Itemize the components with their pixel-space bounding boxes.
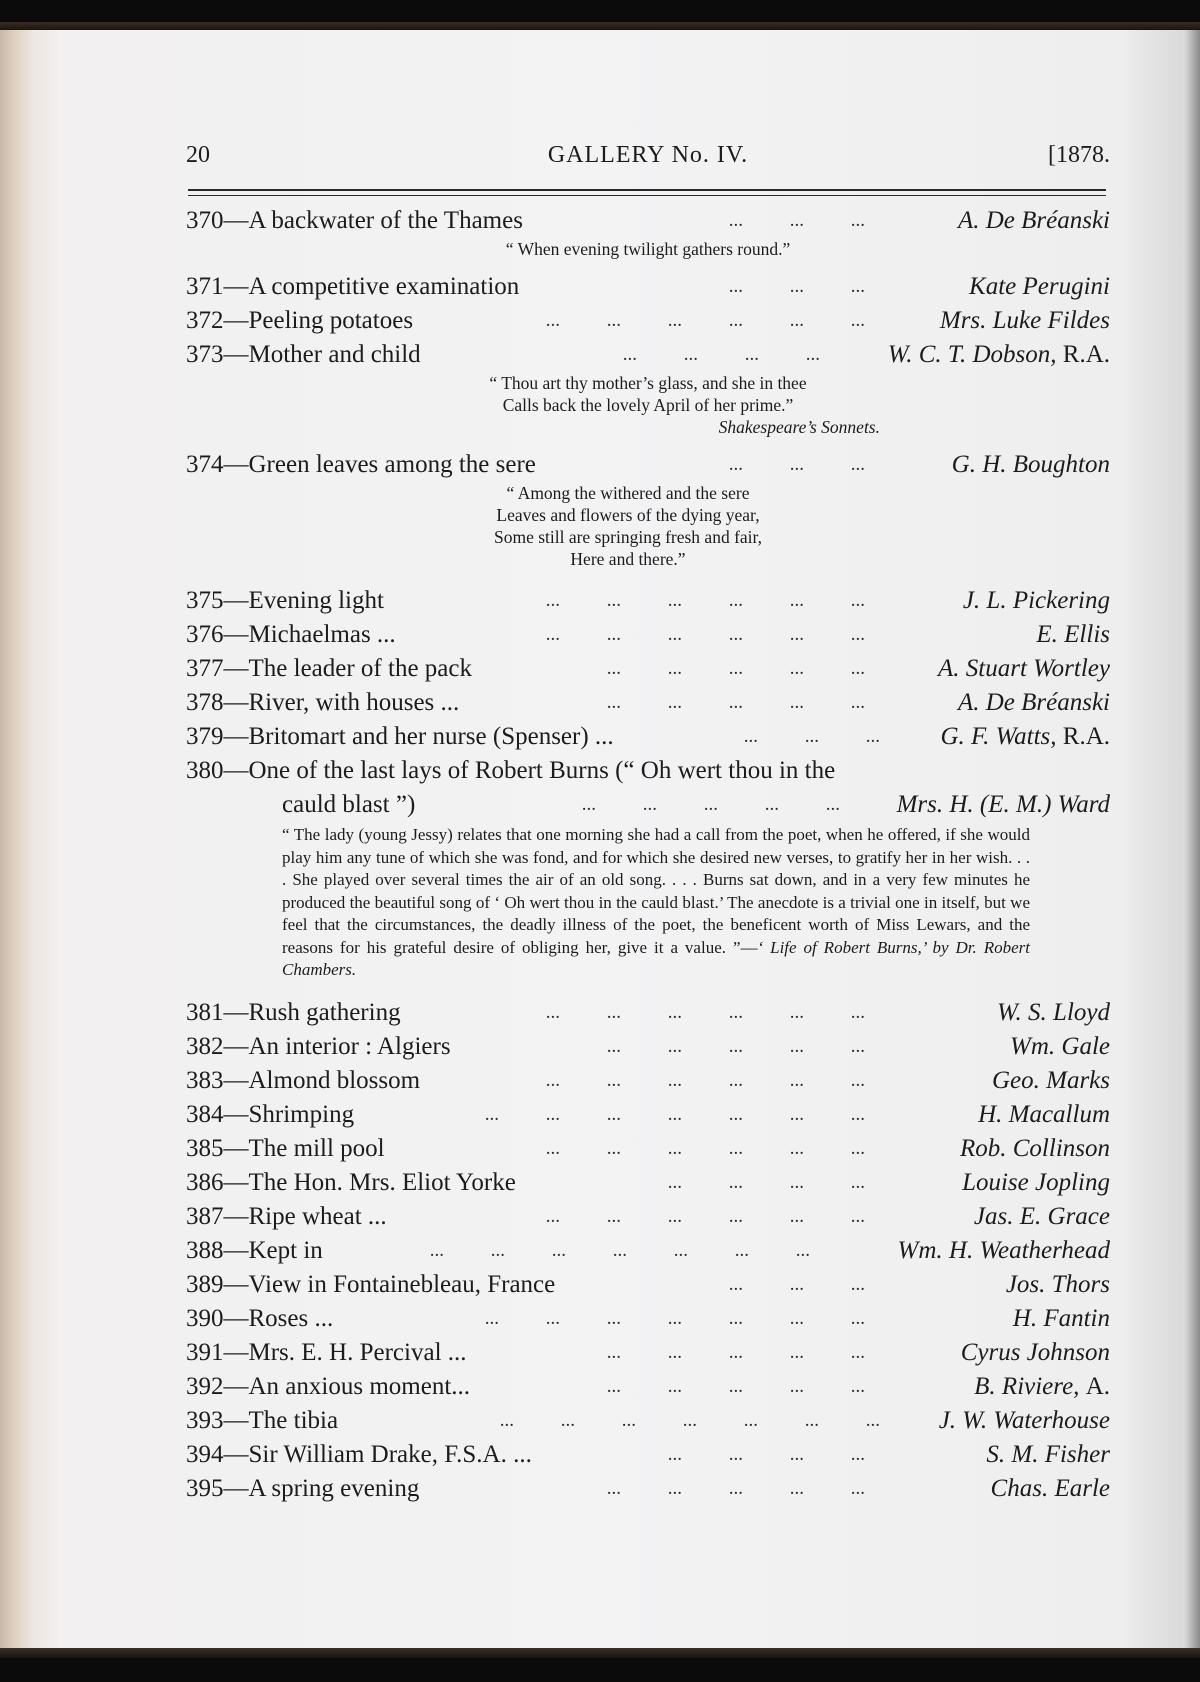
entry-title: An anxious moment... bbox=[248, 1372, 471, 1400]
entry-long-quote: “ The lady (young Jessy) relates that one morning she had a call from the poet, when he offered, if she would play him any tune of which she was fond, and for which she desired new verses, to gratify her in her wish. . . . She played over several times the air of an old song. . . . Burns sat down, and in a very few minutes he produced the beautiful song of ‘ Oh wert thou in the cauld blast.’ The anecdote is a trivial one in itself, but we feel that the circumstances, the deadly illness of the poet, the beneficent worth of Miss Lewars, and the reasons for his grateful desire of obliging her, give it a value. ”—‘ Life of Robert Burns,’ by Dr. Robert Chambers. bbox=[282, 825, 1030, 979]
catalogue-entry: 373—Mother and child ... ... ... ... W. C. T. Dobson, R.A. bbox=[186, 338, 1110, 372]
entry-number: 370 bbox=[186, 207, 224, 234]
entry-title: River, with houses ... bbox=[248, 689, 460, 716]
entry-artist: Geo. Marks bbox=[991, 1066, 1110, 1094]
entry-title-continued: cauld blast ”) bbox=[282, 791, 416, 818]
leader-dots: ... ... ... ... ... bbox=[606, 1341, 865, 1363]
entry-number: 377 bbox=[186, 655, 224, 682]
entry-number: 391 bbox=[186, 1338, 224, 1366]
entry-artist: Louise Jopling bbox=[962, 1168, 1110, 1196]
leader-dots: ... ... ... ... bbox=[667, 1443, 865, 1465]
gallery-title: GALLERY No. IV. bbox=[547, 142, 749, 168]
catalogue-entry: 371—A competitive examination ... ... ... Kate Perugini bbox=[186, 270, 1110, 304]
catalogue-entry: 393—The tibia ... ... ... ... ... ... ... J. W. Waterhouse bbox=[186, 1404, 1110, 1438]
entry-title: Michaelmas ... bbox=[248, 621, 396, 648]
entry-artist: Jas. E. Grace bbox=[973, 1202, 1110, 1230]
entry-title: One of the last lays of Robert Burns (“ Oh wert thou in the bbox=[248, 757, 836, 784]
entry-number: 385 bbox=[186, 1134, 224, 1162]
leader-dots: ... ... ... bbox=[743, 726, 880, 747]
entry-quote: “ Thou art thy mother’s glass, and she in thee Calls back the lovely April of her prime.” Shakespeare’s Sonnets. bbox=[186, 372, 1110, 438]
entry-number: 384 bbox=[186, 1100, 224, 1128]
catalogue-entry: 386—The Hon. Mrs. Eliot Yorke ... ... ... ... Louise Jopling bbox=[186, 1166, 1110, 1200]
entry-title: Ripe wheat ... bbox=[248, 1202, 387, 1230]
catalogue-entry: 380—One of the last lays of Robert Burns (“ Oh wert thou in the bbox=[186, 757, 836, 784]
entry-number: 379 bbox=[186, 723, 224, 750]
page-bottom-edge bbox=[0, 1648, 1200, 1658]
leader-dots: ... ... ... ... ... bbox=[606, 692, 865, 713]
entry-artist: Mrs. H. (E. M.) Ward bbox=[896, 791, 1110, 818]
entry-number: 373 bbox=[186, 341, 224, 368]
catalogue-entry: 388—Kept in ... ... ... ... ... ... ... Wm. H. Weatherhead bbox=[186, 1234, 1110, 1268]
leader-dots: ... ... ... ... ... ... bbox=[545, 590, 865, 611]
leader-dots: ... ... ... ... ... ... bbox=[545, 1001, 865, 1023]
entry-artist: A. De Bréanski bbox=[957, 689, 1110, 716]
leader-dots: ... ... ... ... ... bbox=[606, 1035, 865, 1057]
entry-title: Shrimping bbox=[248, 1100, 355, 1128]
entry-number: 380 bbox=[186, 757, 224, 784]
entry-title: A backwater of the Thames bbox=[248, 207, 523, 234]
entry-artist: Chas. Earle bbox=[990, 1474, 1110, 1502]
catalogue-entry: 390—Roses ... ... ... ... ... ... ... ... H. Fantin bbox=[186, 1302, 1110, 1336]
catalogue-entry: 379—Britomart and her nurse (Spenser) ... ... ... ... G. F. Watts, R.A. bbox=[186, 720, 1110, 754]
entry-artist: S. M. Fisher bbox=[986, 1440, 1110, 1468]
entry-artist: Rob. Collinson bbox=[959, 1134, 1110, 1162]
entry-artist: G. F. Watts, bbox=[940, 723, 1057, 750]
entry-number: 376 bbox=[186, 621, 224, 648]
entry-quote: “ When evening twilight gathers round.” bbox=[505, 239, 791, 259]
entry-title: Britomart and her nurse (Spenser) ... bbox=[248, 723, 614, 750]
artist-suffix: R.A. bbox=[1062, 341, 1110, 368]
entry-number: 393 bbox=[186, 1406, 224, 1434]
entry-artist: H. Macallum bbox=[978, 1100, 1110, 1128]
entry-number: 394 bbox=[186, 1440, 224, 1468]
leader-dots: ... ... ... ... ... ... bbox=[545, 1205, 865, 1227]
leader-dots: ... ... ... ... ... bbox=[606, 1375, 865, 1397]
entry-number: 390 bbox=[186, 1304, 224, 1332]
entry-artist: Wm. H. Weatherhead bbox=[897, 1236, 1110, 1264]
leader-dots: ... ... ... ... ... bbox=[606, 658, 865, 679]
entry-title: Sir William Drake, F.S.A. ... bbox=[248, 1440, 532, 1468]
entry-artist: Wm. Gale bbox=[1010, 1032, 1110, 1060]
leader-dots: ... ... ... ... ... bbox=[581, 794, 840, 815]
entry-number: 386 bbox=[186, 1168, 224, 1196]
leader-dots: ... ... ... ... ... ... bbox=[545, 1137, 865, 1159]
catalogue-entry: 372—Peeling potatoes ... ... ... ... ... ... Mrs. Luke Fildes bbox=[186, 304, 1110, 338]
entry-title: The tibia bbox=[248, 1406, 339, 1434]
entry-quote: “ Among the withered and the sere Leaves and flowers of the dying year, Some still are springing fresh and fair, Here and there.” bbox=[493, 483, 763, 569]
catalogue-list bbox=[186, 204, 1110, 1506]
leader-dots: ... ... ... ... ... ... ... bbox=[429, 1239, 810, 1261]
leader-dots: ... ... ... ... ... bbox=[606, 1477, 865, 1499]
entry-number: 378 bbox=[186, 689, 224, 716]
entry-title: The mill pool bbox=[248, 1134, 385, 1162]
entry-number: 371 bbox=[186, 273, 224, 300]
leader-dots: ... ... ... bbox=[728, 1273, 865, 1295]
entry-number: 375 bbox=[186, 587, 224, 614]
catalogue-entry: 377—The leader of the pack ... ... ... ... ... A. Stuart Wortley bbox=[186, 652, 1110, 686]
year-label: [1878. bbox=[1048, 142, 1110, 168]
quote-source: ‘ Life of Robert Burns,’ by Dr. Robert Chambers. bbox=[282, 937, 1030, 979]
catalogue-entry: 384—Shrimping ... ... ... ... ... ... ... H. Macallum bbox=[186, 1098, 1110, 1132]
entry-number: 387 bbox=[186, 1202, 224, 1230]
catalogue-entry: 385—The mill pool ... ... ... ... ... ... Rob. Collinson bbox=[186, 1132, 1110, 1166]
catalogue-entry: 394—Sir William Drake, F.S.A. ... ... ... ... ... S. M. Fisher bbox=[186, 1438, 1110, 1472]
catalogue-entry: 374—Green leaves among the sere ... ... ... G. H. Boughton bbox=[186, 448, 1110, 482]
entry-title: A competitive examination bbox=[248, 273, 520, 300]
quote-source: Shakespeare’s Sonnets. bbox=[718, 417, 880, 437]
entry-artist: J. L. Pickering bbox=[962, 587, 1110, 614]
entry-number: 382 bbox=[186, 1032, 224, 1060]
entry-title: The Hon. Mrs. Eliot Yorke bbox=[248, 1168, 516, 1196]
leader-dots: ... ... ... bbox=[728, 210, 865, 231]
leader-dots: ... ... ... ... ... ... ... bbox=[484, 1103, 865, 1125]
entry-artist: Cyrus Johnson bbox=[960, 1338, 1110, 1366]
entry-artist: Kate Perugini bbox=[969, 273, 1110, 300]
page-number: 20 bbox=[186, 142, 210, 168]
leader-dots: ... ... ... ... bbox=[622, 344, 820, 365]
entry-title: Evening light bbox=[248, 587, 384, 614]
entry-title: An interior : Algiers bbox=[248, 1032, 451, 1060]
entry-title: Rush gathering bbox=[248, 998, 401, 1026]
entry-artist: Mrs. Luke Fildes bbox=[939, 307, 1110, 334]
leader-dots: ... ... ... bbox=[728, 276, 865, 297]
entry-number: 372 bbox=[186, 307, 224, 334]
page-top-edge bbox=[0, 22, 1200, 30]
entry-artist: A. De Bréanski bbox=[957, 207, 1110, 234]
entry-title: The leader of the pack bbox=[248, 655, 472, 682]
entry-title: Mother and child bbox=[248, 341, 421, 368]
entry-number: 381 bbox=[186, 998, 224, 1026]
leader-dots: ... ... ... ... ... ... bbox=[545, 1069, 865, 1091]
entry-artist: W. C. T. Dobson, bbox=[887, 341, 1057, 368]
leader-dots: ... ... ... ... ... ... ... bbox=[499, 1409, 880, 1431]
entry-title: A spring evening bbox=[248, 1474, 420, 1502]
entry-artist: B. Riviere, bbox=[974, 1372, 1080, 1400]
catalogue-entry: 383—Almond blossom ... ... ... ... ... ... Geo. Marks bbox=[186, 1064, 1110, 1098]
header-rule bbox=[188, 189, 1106, 191]
catalogue-entry: 375—Evening light ... ... ... ... ... ... J. L. Pickering bbox=[186, 584, 1110, 618]
entry-title: Almond blossom bbox=[248, 1066, 421, 1094]
leader-dots: ... ... ... bbox=[728, 454, 865, 475]
catalogue-entry: 387—Ripe wheat ... ... ... ... ... ... ... Jas. E. Grace bbox=[186, 1200, 1110, 1234]
catalogue-entry: 376—Michaelmas ... ... ... ... ... ... ... E. Ellis bbox=[186, 618, 1110, 652]
entry-number: 395 bbox=[186, 1474, 224, 1502]
leader-dots: ... ... ... ... ... ... bbox=[545, 310, 865, 331]
entry-artist: Jos. Thors bbox=[1005, 1270, 1110, 1298]
entry-artist: G. H. Boughton bbox=[951, 451, 1110, 478]
leader-dots: ... ... ... ... ... ... ... bbox=[484, 1307, 865, 1329]
entry-title: Kept in bbox=[248, 1236, 323, 1264]
entry-title: Mrs. E. H. Percival ... bbox=[248, 1338, 467, 1366]
catalogue-entry: 389—View in Fontainebleau, France ... ... ... Jos. Thors bbox=[186, 1268, 1110, 1302]
artist-suffix: A. bbox=[1085, 1372, 1110, 1400]
entry-title: Peeling potatoes bbox=[248, 307, 414, 334]
page-header bbox=[186, 142, 1110, 176]
entry-artist: H. Fantin bbox=[1012, 1304, 1110, 1332]
catalogue-entry-continued bbox=[186, 788, 1110, 822]
catalogue-entry: 392—An anxious moment... ... ... ... ... ... B. Riviere, A. bbox=[186, 1370, 1110, 1404]
entry-artist: J. W. Waterhouse bbox=[938, 1406, 1110, 1434]
entry-title: Roses ... bbox=[248, 1304, 334, 1332]
entry-number: 383 bbox=[186, 1066, 224, 1094]
catalogue-entry: 381—Rush gathering ... ... ... ... ... ... W. S. Lloyd bbox=[186, 996, 1110, 1030]
entry-number: 392 bbox=[186, 1372, 224, 1400]
leader-dots: ... ... ... ... bbox=[667, 1171, 865, 1193]
entry-artist: A. Stuart Wortley bbox=[938, 655, 1110, 682]
leader-dots: ... ... ... ... ... ... bbox=[545, 624, 865, 645]
entry-title: View in Fontainebleau, France bbox=[248, 1270, 556, 1298]
entry-number: 388 bbox=[186, 1236, 224, 1264]
catalogue-entry: 378—River, with houses ... ... ... ... ... ... A. De Bréanski bbox=[186, 686, 1110, 720]
entry-title: Green leaves among the sere bbox=[248, 451, 536, 478]
header-rule-thin bbox=[188, 195, 1106, 196]
catalogue-entry: 391—Mrs. E. H. Percival ... ... ... ... ... ... Cyrus Johnson bbox=[186, 1336, 1110, 1370]
catalogue-entry: 395—A spring evening ... ... ... ... ... Chas. Earle bbox=[186, 1472, 1110, 1506]
catalogue-entry: 370—A backwater of the Thames ... ... ... A. De Bréanski bbox=[186, 204, 1110, 238]
entry-number: 389 bbox=[186, 1270, 224, 1298]
catalogue-entry: 382—An interior : Algiers ... ... ... ... ... Wm. Gale bbox=[186, 1030, 1110, 1064]
entry-artist: W. S. Lloyd bbox=[997, 998, 1110, 1026]
artist-suffix: R.A. bbox=[1062, 723, 1110, 750]
entry-artist: E. Ellis bbox=[1036, 621, 1110, 648]
entry-number: 374 bbox=[186, 451, 224, 478]
